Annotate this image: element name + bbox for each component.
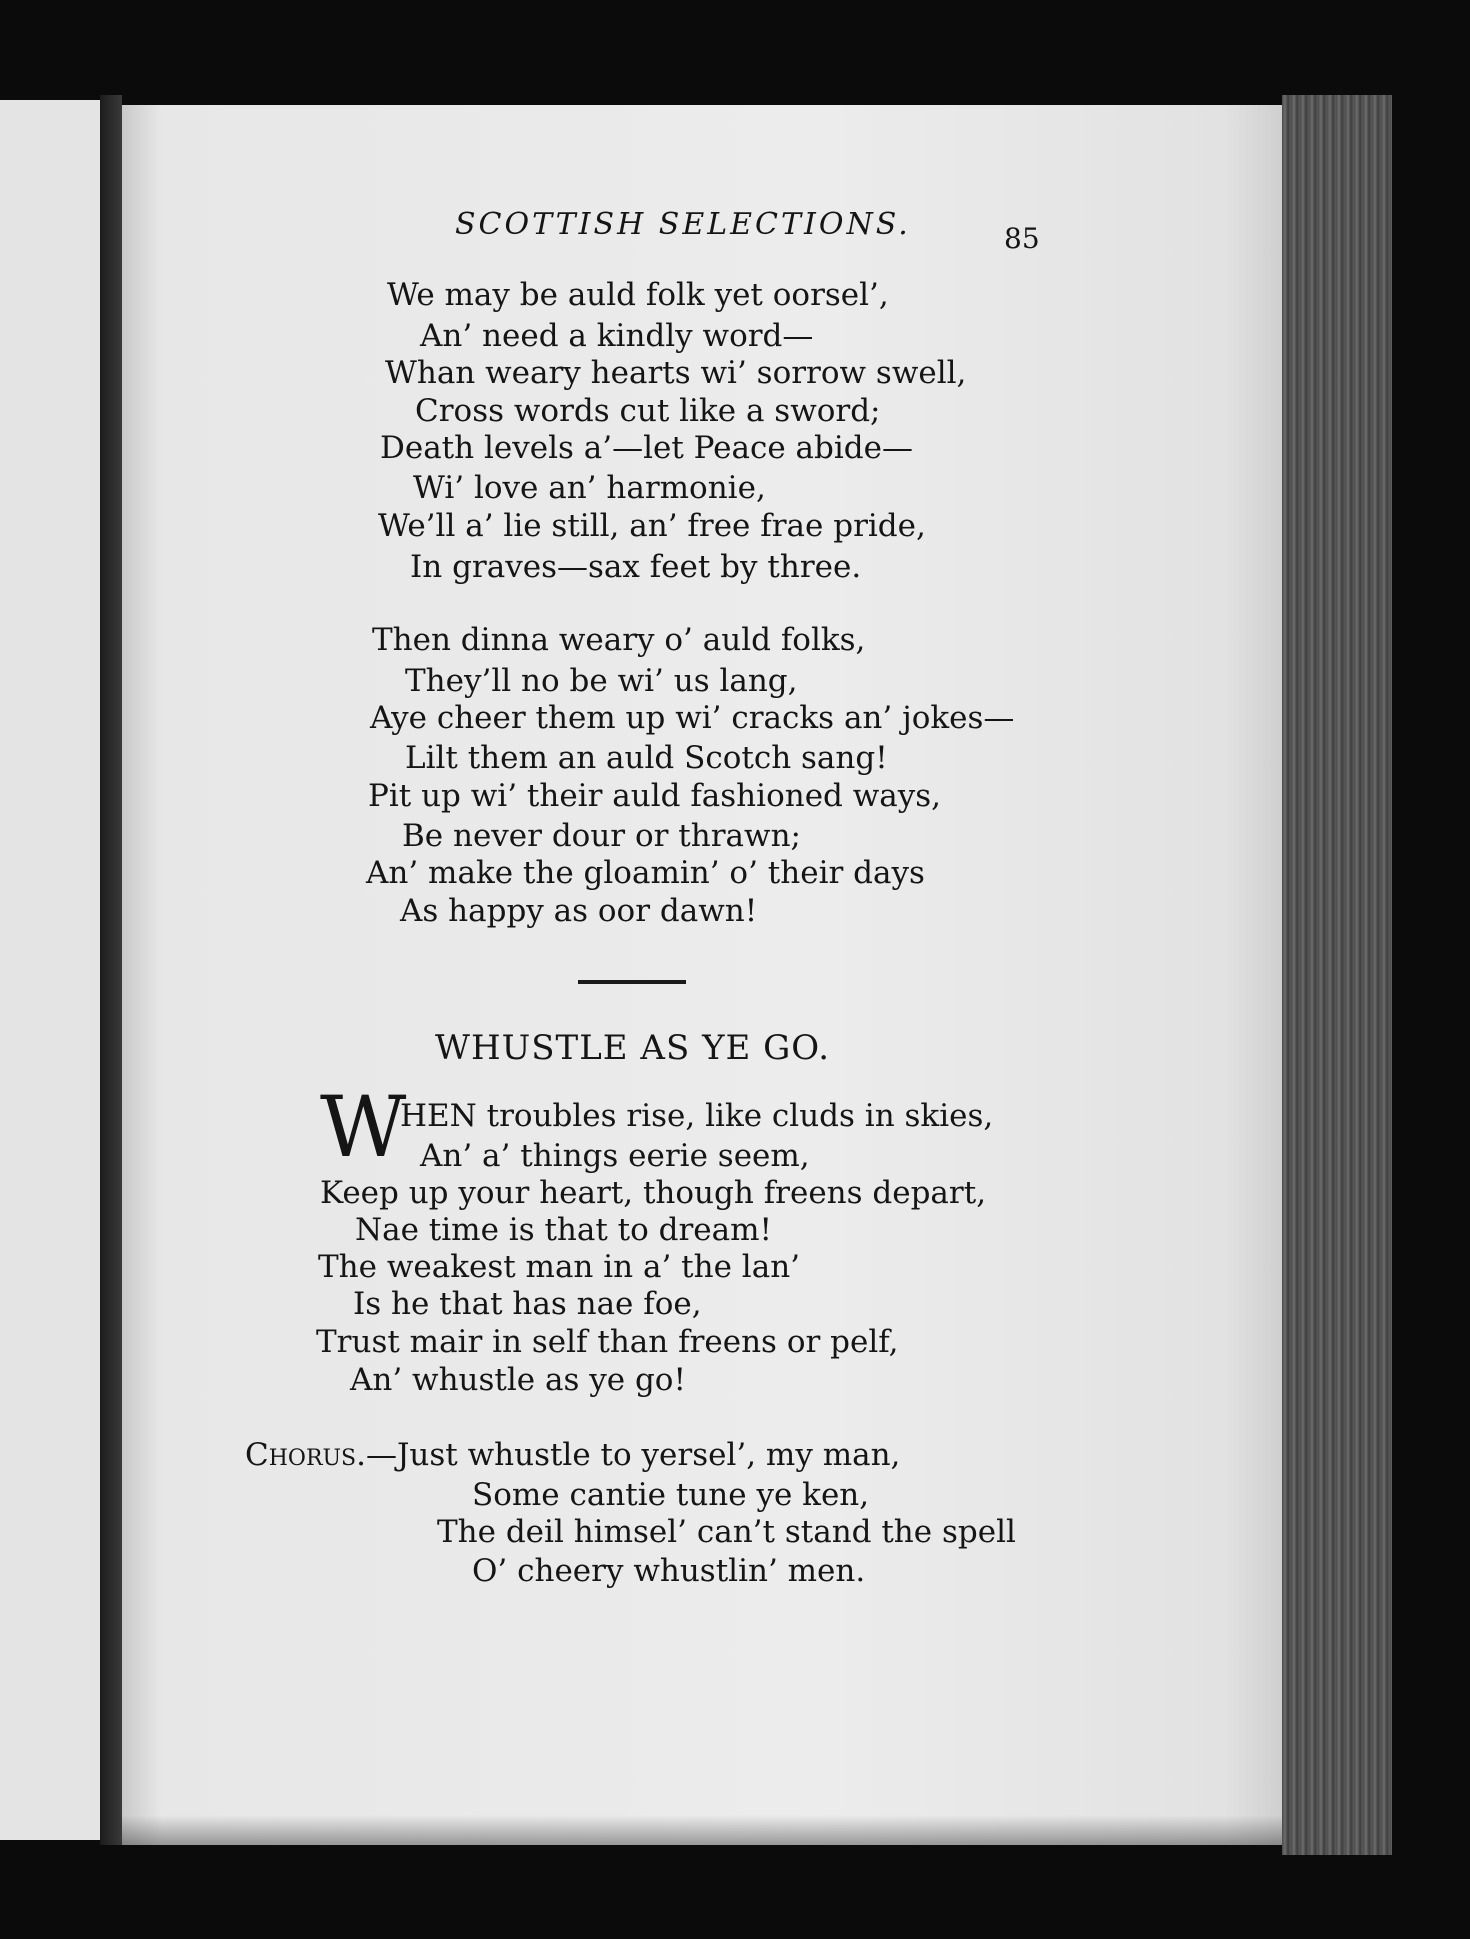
poem-line: Trust mair in self than freens or pelf, [316, 1324, 899, 1360]
page-number: 85 [1004, 222, 1040, 255]
chorus-label: Chorus. [245, 1437, 366, 1473]
poem-line: They’ll no be wi’ us lang, [405, 663, 798, 699]
section-divider [578, 980, 686, 984]
poem-line: Then dinna weary o’ auld folks, [372, 622, 866, 658]
poem-line: Pit up wi’ their auld fashioned ways, [368, 778, 942, 814]
poem-line: Keep up your heart, though freens depart, [320, 1175, 987, 1211]
poem-line: In graves—sax feet by three. [410, 549, 862, 585]
poem-line: Death levels a’—let Peace abide— [380, 430, 913, 466]
poem-line: An’ make the gloamin’ o’ their days [366, 855, 925, 891]
drop-cap: W [320, 1078, 407, 1176]
page-shadow [122, 1815, 1282, 1845]
poem-line: The weakest man in a’ the lan’ [318, 1249, 801, 1285]
poem-line: Cross words cut like a sword; [415, 393, 881, 429]
poem-line: An’ a’ things eerie seem, [420, 1138, 810, 1174]
poem-title: WHUSTLE AS YE GO. [435, 1028, 831, 1068]
facing-page [0, 100, 100, 1840]
chorus-line: —Just whustle to yersel’, my man, [365, 1437, 901, 1473]
poem-line: Lilt them an auld Scotch sang! [405, 740, 888, 776]
poem-line: We’ll a’ lie still, an’ free frae pride, [378, 508, 926, 544]
poem-line: As happy as oor dawn! [400, 893, 758, 929]
chorus-first-line [245, 1437, 900, 1473]
running-head: SCOTTISH SELECTIONS. [455, 207, 911, 242]
chorus-line: Some cantie tune ye ken, [472, 1477, 870, 1513]
poem-line: Aye cheer them up wi’ cracks an’ jokes— [370, 700, 1015, 736]
chorus-line: O’ cheery whustlin’ men. [472, 1553, 866, 1589]
book-gutter [100, 95, 122, 1845]
poem-line: Be never dour or thrawn; [402, 818, 801, 854]
poem-line: Is he that has nae foe, [353, 1286, 702, 1322]
poem-line: We may be auld folk yet oorsel’, [387, 277, 889, 313]
poem-line: An’ whustle as ye go! [350, 1362, 686, 1398]
poem-line: HEN troubles rise, like cluds in skies, [400, 1098, 994, 1134]
page-edges [1282, 95, 1392, 1855]
poem-line: Whan weary hearts wi’ sorrow swell, [385, 355, 967, 391]
poem-line: Wi’ love an’ harmonie, [413, 470, 766, 506]
poem-line: An’ need a kindly word— [420, 318, 814, 354]
poem-line: Nae time is that to dream! [355, 1212, 772, 1248]
chorus-line: The deil himsel’ can’t stand the spell [437, 1514, 1016, 1550]
